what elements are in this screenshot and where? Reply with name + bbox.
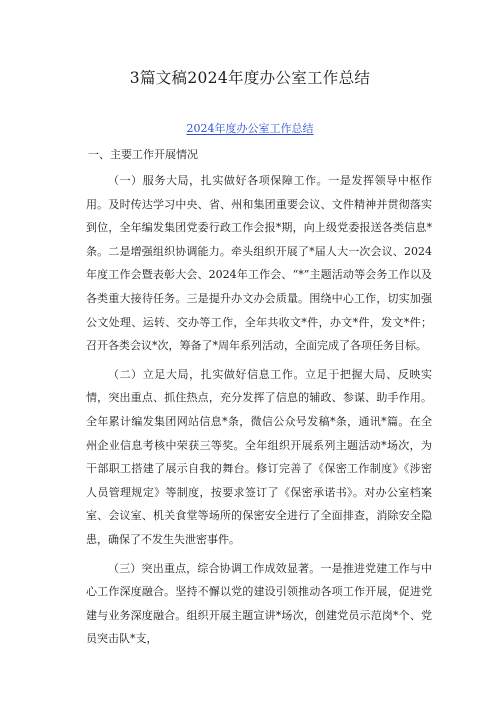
section-heading: 一、主要工作开展情况 bbox=[88, 148, 198, 161]
paragraph-3: （三）突出重点，综合协调工作成效显著。一是推进党建工作与中心工作深度融合。坚持不懈以党的建设引领推动各项工作开展，促进党建与业务深度融合。组织开展主题宣讲*场次，创建党员示范岗*个、党员突击队*支， bbox=[86, 561, 432, 646]
paragraph-1: （一）服务大局，扎实做好各项保障工作。一是发挥领导中枢作用。及时传达学习中央、省、州和集团重要会议、文件精神并贯彻落实到位，全年编发集团党委行政工作会报*期，向上级党委报送各类信息*条。二是增强组织协调能力。牵头组织开展了*届人大一次会议、2024年度工作会暨表彰大会、2024年工作会、“*”主题活动等会务工作以及各类重大接待任务。三是提升办文办会质量。围绕中心工作，切实加强公文处理、运转、交办等工作，全年共收文*件，办文*件，发文*件；召开各类会议*次，筹备了*周年系列活动，全面完成了各项任务目标。 bbox=[86, 174, 432, 353]
body-text bbox=[86, 169, 432, 656]
document-title: 3篇文稿2024年度办公室工作总结 bbox=[129, 69, 371, 87]
paragraph-2: （二）立足大局，扎实做好信息工作。立足于把握大局、反映实情，突出重点、抓住热点，充分发挥了信息的辅政、参谋、助手作用。全年累计编发集团网站信息*条，微信公众号发稿*条，通讯*篇。在全州企业信息考核中荣获三等奖。全年组织开展系列主题活动*场次，为干部职工搭建了展示自我的舞台。修订完善了《保密工作制度》《涉密人员管理规定》等制度，按要求签订了《保密承诺书》。对办公室档案室、会议室、机关食堂等场所的保密安全进行了全面排查，消除安全隐患，确保了不发生失泄密事件。 bbox=[86, 367, 432, 546]
document-subtitle-link[interactable]: 2024年度办公室工作总结 bbox=[186, 122, 314, 135]
